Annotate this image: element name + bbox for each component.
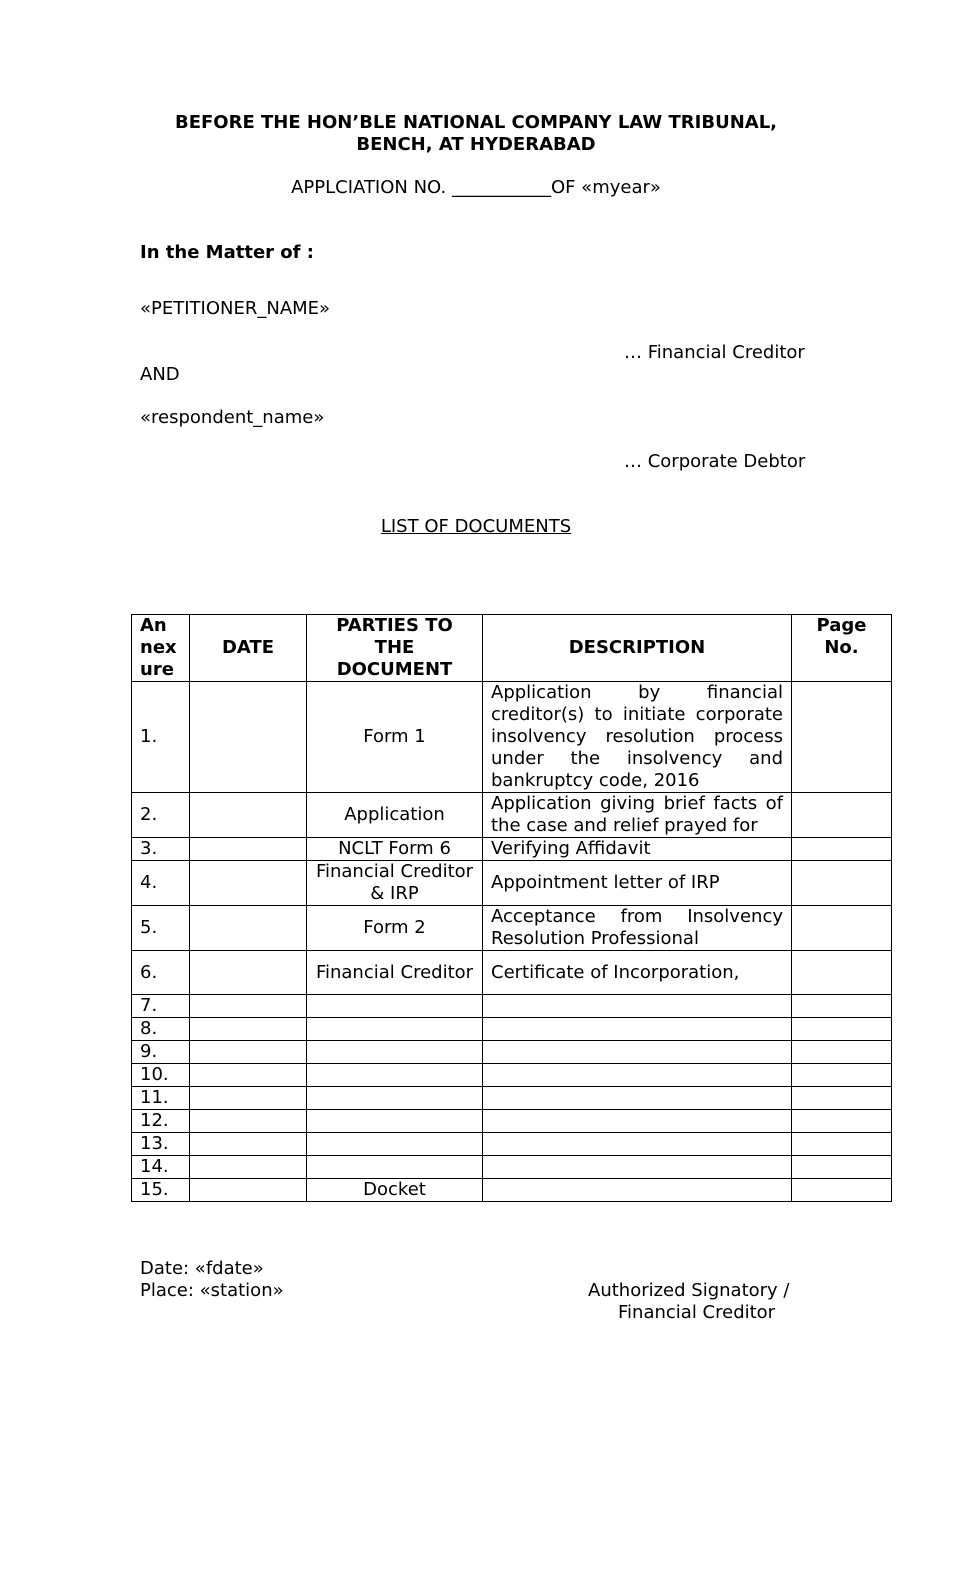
row-number: 6. xyxy=(132,951,190,995)
row-page xyxy=(792,1041,892,1064)
row-number: 1. xyxy=(132,682,190,793)
row-page xyxy=(792,1064,892,1087)
table-header-row xyxy=(132,615,892,682)
row-parties: Form 1 xyxy=(307,682,483,793)
petitioner-role: … Financial Creditor xyxy=(624,342,805,363)
row-page xyxy=(792,682,892,793)
row-number: 15. xyxy=(132,1179,190,1202)
row-description: Acceptance from Insolvency Resolution Professional xyxy=(483,906,792,951)
row-number: 5. xyxy=(132,906,190,951)
row-number: 13. xyxy=(132,1133,190,1156)
footer-date: Date: «fdate» xyxy=(140,1258,264,1279)
row-page xyxy=(792,995,892,1018)
row-date xyxy=(190,1041,307,1064)
row-date xyxy=(190,1087,307,1110)
row-page xyxy=(792,793,892,838)
table-row xyxy=(132,838,892,861)
row-description xyxy=(483,1041,792,1064)
tribunal-heading-line1: BEFORE THE HON’BLE NATIONAL COMPANY LAW TRIBUNAL, xyxy=(174,112,777,133)
header-page-no: Page No. xyxy=(792,615,892,682)
row-description xyxy=(483,1018,792,1041)
table-row xyxy=(132,1133,892,1156)
row-number: 2. xyxy=(132,793,190,838)
row-parties xyxy=(307,1041,483,1064)
row-description: Verifying Affidavit xyxy=(483,838,792,861)
row-number: 14. xyxy=(132,1156,190,1179)
row-description xyxy=(483,995,792,1018)
row-number: 8. xyxy=(132,1018,190,1041)
row-parties xyxy=(307,995,483,1018)
row-date xyxy=(190,1018,307,1041)
row-parties: Docket xyxy=(307,1179,483,1202)
row-parties: Financial Creditor & IRP xyxy=(307,861,483,906)
row-parties xyxy=(307,1110,483,1133)
row-date xyxy=(190,1156,307,1179)
list-of-documents-title: LIST OF DOCUMENTS xyxy=(380,516,572,537)
row-number: 3. xyxy=(132,838,190,861)
row-page xyxy=(792,906,892,951)
table-row xyxy=(132,1018,892,1041)
row-date xyxy=(190,1110,307,1133)
row-date xyxy=(190,995,307,1018)
row-date xyxy=(190,838,307,861)
row-parties xyxy=(307,1133,483,1156)
signatory-line1: Authorized Signatory / xyxy=(588,1280,790,1301)
table-row xyxy=(132,1179,892,1202)
row-parties xyxy=(307,1087,483,1110)
table-row xyxy=(132,1110,892,1133)
header-date: DATE xyxy=(190,615,307,682)
row-description xyxy=(483,1087,792,1110)
respondent-role: … Corporate Debtor xyxy=(624,451,806,472)
table-row xyxy=(132,1156,892,1179)
table-row xyxy=(132,906,892,951)
row-page xyxy=(792,1179,892,1202)
row-date xyxy=(190,951,307,995)
row-description: Appointment letter of IRP xyxy=(483,861,792,906)
row-date xyxy=(190,1064,307,1087)
row-page xyxy=(792,861,892,906)
table-row xyxy=(132,793,892,838)
header-description: DESCRIPTION xyxy=(483,615,792,682)
table-row xyxy=(132,861,892,906)
row-page xyxy=(792,1087,892,1110)
row-parties: NCLT Form 6 xyxy=(307,838,483,861)
row-description xyxy=(483,1064,792,1087)
row-date xyxy=(190,1179,307,1202)
header-annexure: An nex ure xyxy=(132,615,190,682)
row-page xyxy=(792,1133,892,1156)
documents-table xyxy=(131,614,892,1202)
row-description: Application giving brief facts of the case and relief prayed for xyxy=(483,793,792,838)
row-description xyxy=(483,1179,792,1202)
row-number: 9. xyxy=(132,1041,190,1064)
row-number: 4. xyxy=(132,861,190,906)
respondent-name: «respondent_name» xyxy=(140,407,325,428)
row-parties: Application xyxy=(307,793,483,838)
row-description xyxy=(483,1133,792,1156)
row-number: 7. xyxy=(132,995,190,1018)
row-parties xyxy=(307,1064,483,1087)
row-page xyxy=(792,951,892,995)
row-parties xyxy=(307,1156,483,1179)
table-row xyxy=(132,1087,892,1110)
row-date xyxy=(190,1133,307,1156)
petitioner-name: «PETITIONER_NAME» xyxy=(140,298,331,319)
row-description: Application by financial creditor(s) to initiate corporate insolvency resolution process under the insolvency and bankruptcy code, 2016 xyxy=(483,682,792,793)
row-number: 10. xyxy=(132,1064,190,1087)
row-date xyxy=(190,793,307,838)
row-parties xyxy=(307,1018,483,1041)
row-page xyxy=(792,1018,892,1041)
table-row xyxy=(132,951,892,995)
row-date xyxy=(190,682,307,793)
signatory-line2: Financial Creditor xyxy=(618,1302,776,1323)
row-description: Certificate of Incorporation, xyxy=(483,951,792,995)
footer-place: Place: «station» xyxy=(140,1280,284,1301)
row-parties: Form 2 xyxy=(307,906,483,951)
row-page xyxy=(792,1156,892,1179)
header-parties: PARTIES TO THE DOCUMENT xyxy=(307,615,483,682)
row-description xyxy=(483,1156,792,1179)
row-parties: Financial Creditor xyxy=(307,951,483,995)
row-page xyxy=(792,1110,892,1133)
application-number-line: APPLCIATION NO. ___________OF «myear» xyxy=(291,177,661,198)
tribunal-heading-line2: BENCH, AT HYDERABAD xyxy=(356,134,596,155)
row-number: 12. xyxy=(132,1110,190,1133)
table-row xyxy=(132,995,892,1018)
table-row xyxy=(132,1064,892,1087)
matter-label: In the Matter of : xyxy=(140,242,314,263)
table-row xyxy=(132,682,892,793)
row-date xyxy=(190,861,307,906)
and-label: AND xyxy=(140,364,180,385)
row-number: 11. xyxy=(132,1087,190,1110)
row-date xyxy=(190,906,307,951)
row-description xyxy=(483,1110,792,1133)
row-page xyxy=(792,838,892,861)
table-row xyxy=(132,1041,892,1064)
